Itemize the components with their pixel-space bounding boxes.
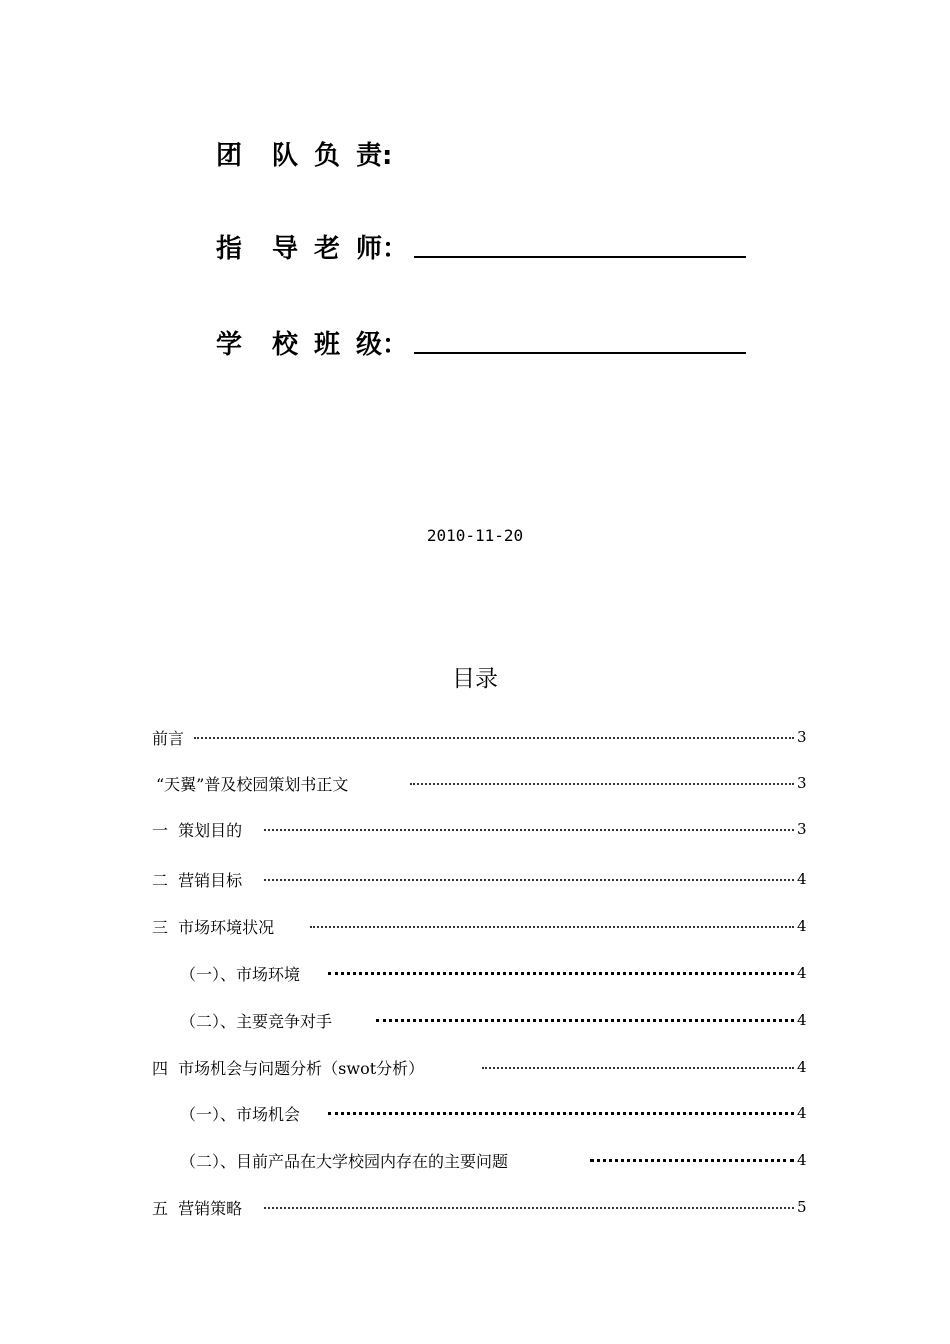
- toc-entry[interactable]: [152, 725, 184, 749]
- toc-page-number: 3: [797, 728, 807, 746]
- toc-leader: [264, 879, 794, 881]
- toc-entry[interactable]: [180, 1008, 332, 1032]
- toc-leader: [264, 1207, 794, 1209]
- label-char: 队: [272, 140, 299, 171]
- toc-page-number: 4: [797, 1058, 807, 1076]
- class-blank-line[interactable]: [414, 352, 746, 354]
- toc-entry[interactable]: [180, 961, 300, 985]
- toc-page-number: 4: [797, 1104, 807, 1122]
- toc-entry-text: 一 策划目的: [152, 820, 243, 840]
- toc-leader: [590, 1159, 794, 1162]
- toc-entry[interactable]: [152, 914, 274, 938]
- toc-entry-text: 四 市场机会与问题分析（swot分析）: [152, 1058, 425, 1078]
- toc-entry-text: （二）、主要竞争对手: [180, 1011, 333, 1031]
- toc-entry-text: （一）、市场环境: [180, 964, 301, 984]
- team-leader-field: [216, 133, 392, 173]
- label-char: 团: [216, 140, 243, 171]
- toc-leader: [194, 737, 794, 739]
- toc-entry[interactable]: [152, 1195, 242, 1219]
- toc-leader: [310, 926, 794, 928]
- toc-leader: [410, 783, 794, 785]
- advisor-blank-line[interactable]: [414, 256, 746, 258]
- toc-entry-text: 三 市场环境状况: [152, 917, 275, 937]
- toc-page-number: 3: [797, 820, 807, 838]
- label-char: 导: [272, 233, 299, 264]
- label-char: 班: [314, 329, 341, 360]
- toc-page-number: 4: [797, 1011, 807, 1029]
- toc-page-number: 4: [797, 870, 807, 888]
- toc-page-number: 4: [797, 917, 807, 935]
- toc-entry-text: “天翼”普及校园策划书正文: [156, 774, 349, 794]
- label-char: 老: [314, 233, 341, 264]
- toc-page-number: 3: [797, 774, 807, 792]
- toc-entry[interactable]: [152, 1055, 424, 1079]
- toc-page-number: 4: [797, 1151, 807, 1169]
- class-label: [216, 324, 408, 361]
- toc-entry[interactable]: [180, 1148, 508, 1172]
- class-field: [216, 322, 408, 362]
- label-char: 指: [216, 233, 243, 264]
- advisor-field: [216, 226, 408, 266]
- toc-page-number: 4: [797, 964, 807, 982]
- label-char: 负: [314, 140, 341, 171]
- toc-leader: [376, 1019, 794, 1022]
- toc-entry[interactable]: [152, 867, 242, 891]
- label-char: 校: [272, 329, 299, 360]
- label-char: 级：: [356, 329, 409, 360]
- toc-entry-text: 五 营销策略: [152, 1198, 243, 1218]
- label-char: 学: [216, 329, 243, 360]
- toc-leader: [328, 972, 794, 975]
- toc-leader: [328, 1112, 794, 1115]
- toc-title: 目录: [452, 666, 498, 692]
- label-char: 责:: [356, 140, 393, 171]
- toc-entry-text: 前言: [152, 728, 185, 748]
- toc-leader: [264, 829, 794, 831]
- toc-leader: [482, 1067, 794, 1069]
- toc-entry[interactable]: [180, 1101, 300, 1125]
- cover-date: 2010-11-20: [426, 526, 524, 545]
- toc-page-number: 5: [797, 1198, 807, 1216]
- toc-entry[interactable]: [152, 817, 242, 841]
- toc-entry-text: 二 营销目标: [152, 870, 243, 890]
- team-leader-label: [216, 135, 392, 172]
- toc-entry[interactable]: [156, 771, 348, 795]
- toc-entry-text: （二）、目前产品在大学校园内存在的主要问题: [180, 1151, 509, 1171]
- label-char: 师：: [356, 233, 409, 264]
- toc-entry-text: （一）、市场机会: [180, 1104, 301, 1124]
- advisor-label: [216, 228, 408, 265]
